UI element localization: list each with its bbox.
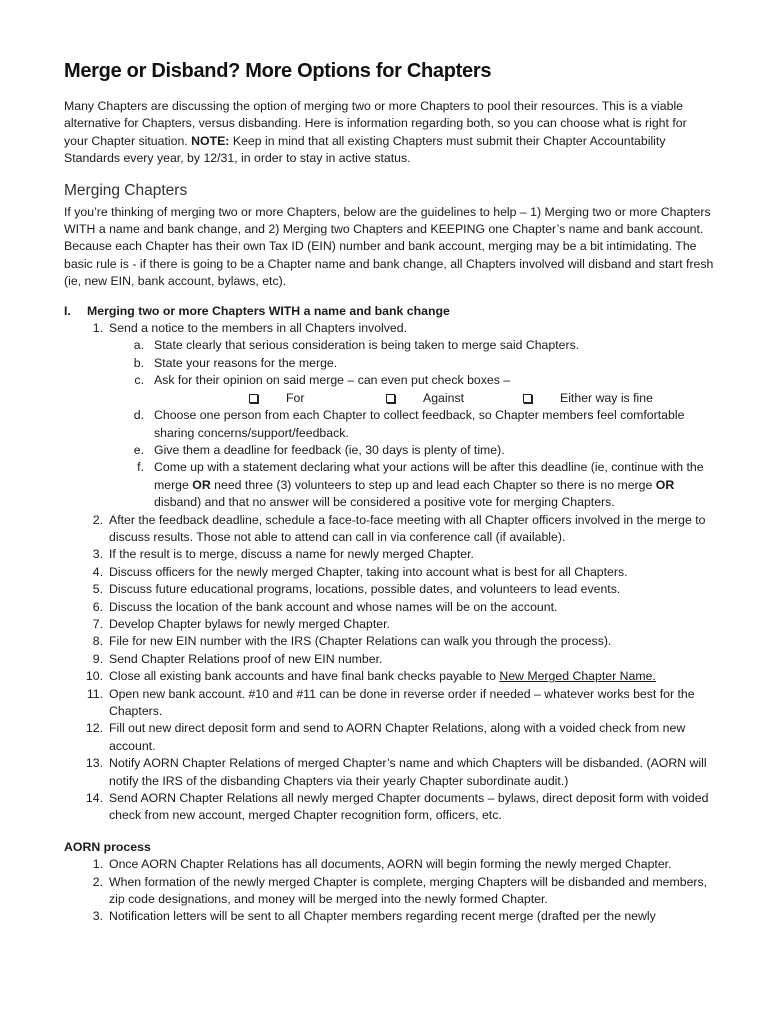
intro-text-1: Many Chapters are discussing the option of merging two or more Chapters to pool their resources. This is a viable alternative for Chapters, versus disbanding. Here is information regarding both, so you can choose what is right for your Chapter situation. (64, 99, 687, 148)
sub-steps-list (64, 407, 714, 511)
list-item: 1. Once AORN Chapter Relations has all documents, AORN will begin forming the newly merged Chapter. (92, 857, 672, 872)
checkbox-against[interactable]: Against (386, 390, 523, 407)
step-text: Send a notice to the members in all Chapters involved. (109, 321, 408, 336)
checkbox-icon[interactable] (249, 394, 258, 403)
intro-text-2: Keep in mind that all existing Chapters must submit their Chapter Accountability Standards every year, by 12/31, in order to stay in active status. (64, 133, 666, 166)
list-item: 1. Send a notice to the members in all Chapters involved. a. State clearly that serious consideration is being taken to merge said Chapters. b. State your reasons for the merge. c. Ask for their opinion on said merge – can even put check boxes – For Against Either way is fine d. Choose one person from each Chapter to collect feedback, so Chapter members feel comfortable sharing concerns/support/feedback. e. Give them a deadline for feedback (ie, 30 days is plenty of time). f. Come up with a statement declaring what your actions will be after this deadline (ie, continue with the merge OR need three (3) volunteers to step up and lead each Chapter so there is no merge OR disband) and that no answer will be considered a positive vote for merging Chapters. (64, 320, 714, 511)
list-item: b. State your reasons for the merge. (133, 355, 338, 370)
aorn-steps-list (64, 856, 714, 926)
list-item: 2. After the feedback deadline, schedule a face-to-face meeting with all Chapter officers involved in the merge to discuss results. Those not able to attend can call in via conference call (if available). (92, 512, 706, 544)
list-item: 12. Fill out new direct deposit form and send to AORN Chapter Relations, along with a voided check from new account. (85, 721, 686, 753)
merge-steps-list (64, 320, 714, 825)
list-item: 9. Send Chapter Relations proof of new EIN number. (92, 651, 383, 666)
list-item: e. Give them a deadline for feedback (ie, 30 days is plenty of time). (133, 442, 505, 457)
list-item: 11. Open new bank account. #10 and #11 can be done in reverse order if needed – whatever works best for the Chapters. (86, 686, 695, 718)
note-label: NOTE: (191, 133, 230, 148)
list-item: f. Come up with a statement declaring what your actions will be after this deadline (ie, continue with the merge OR need three (3) volunteers to step up and lead each Chapter so there is no merge OR disband) and that no answer will be considered a positive vote for merging Chapters. (137, 460, 704, 510)
page-title: Merge or Disband? More Options for Chapters (64, 60, 492, 82)
list-item: 14. Send AORN Chapter Relations all newly merged Chapter documents – bylaws, direct deposit form with voided check from new account, merged Chapter recognition form, officers, etc. (85, 791, 709, 823)
section-1-title-text: Merging two or more Chapters WITH a name and bank change (87, 303, 450, 318)
merging-heading: Merging Chapters (64, 181, 188, 199)
intro-paragraph (64, 98, 714, 168)
aorn-process-title: AORN process (64, 839, 151, 854)
sub-steps-list (64, 337, 714, 389)
section-1-title (64, 303, 714, 320)
list-item: 2. When formation of the newly merged Chapter is complete, merging Chapters will be disbanded and members, zip code designations, and money will be merged into the newly formed Chapter. (92, 874, 708, 907)
section-1-numeral: I. (64, 303, 71, 318)
checkbox-icon[interactable] (523, 394, 532, 403)
checkbox-icon[interactable] (386, 394, 395, 403)
list-item: 3. If the result is to merge, discuss a name for newly merged Chapter. (92, 547, 474, 562)
list-item: 4. Discuss officers for the newly merged Chapter, taking into account what is best for all Chapters. (92, 564, 628, 579)
document-page (64, 60, 714, 926)
opinion-checkboxes (249, 390, 714, 407)
list-item: 7. Develop Chapter bylaws for newly merged Chapter. (92, 616, 390, 631)
list-item: 13. Notify AORN Chapter Relations of merged Chapter’s name and which Chapters will be disbanded. (AORN will notify the IRS of the disbanding Chapters via their yearly Chapter subordinate audit.) (85, 756, 707, 788)
list-item: 6. Discuss the location of the bank account and whose names will be on the account. (92, 599, 558, 614)
merging-paragraph: If you’re thinking of merging two or more Chapters, below are the guidelines to help – 1) Merging two or more Chapters WITH a name and bank change, and 2) Merging two Chapters and KEEPING one Chapter’s name and bank account. Because each Chapter has their own Tax ID (EIN) number and bank account, merging may be a bit intimidating. The basic rule is - if there is going to be a Chapter name and bank change, all Chapters involved will disband and start fresh (ie, new EIN, bank account, bylaws, etc). (64, 204, 714, 289)
list-item: 5. Discuss future educational programs, locations, possible dates, and volunteers to lead events. (92, 582, 621, 597)
list-item: d. Choose one person from each Chapter to collect feedback, so Chapter members feel comfortable sharing concerns/support/feedback. (133, 408, 685, 440)
list-item: 8. File for new EIN number with the IRS (Chapter Relations can walk you through the process). (92, 634, 612, 649)
checkbox-for[interactable]: For (249, 390, 386, 407)
list-item: c. Ask for their opinion on said merge – can even put check boxes – (134, 373, 511, 388)
list-item: a. State clearly that serious consideration is being taken to merge said Chapters. (133, 338, 580, 353)
list-item: 3. Notification letters will be sent to all Chapter members regarding recent merge (drafted per the newly (92, 909, 656, 924)
merged-chapter-name-link: New Merged Chapter Name. (499, 669, 656, 684)
list-item: 10. Close all existing bank accounts and have final bank checks payable to New Merged Chapter Name. (85, 669, 656, 684)
checkbox-either[interactable]: Either way is fine (523, 390, 653, 407)
